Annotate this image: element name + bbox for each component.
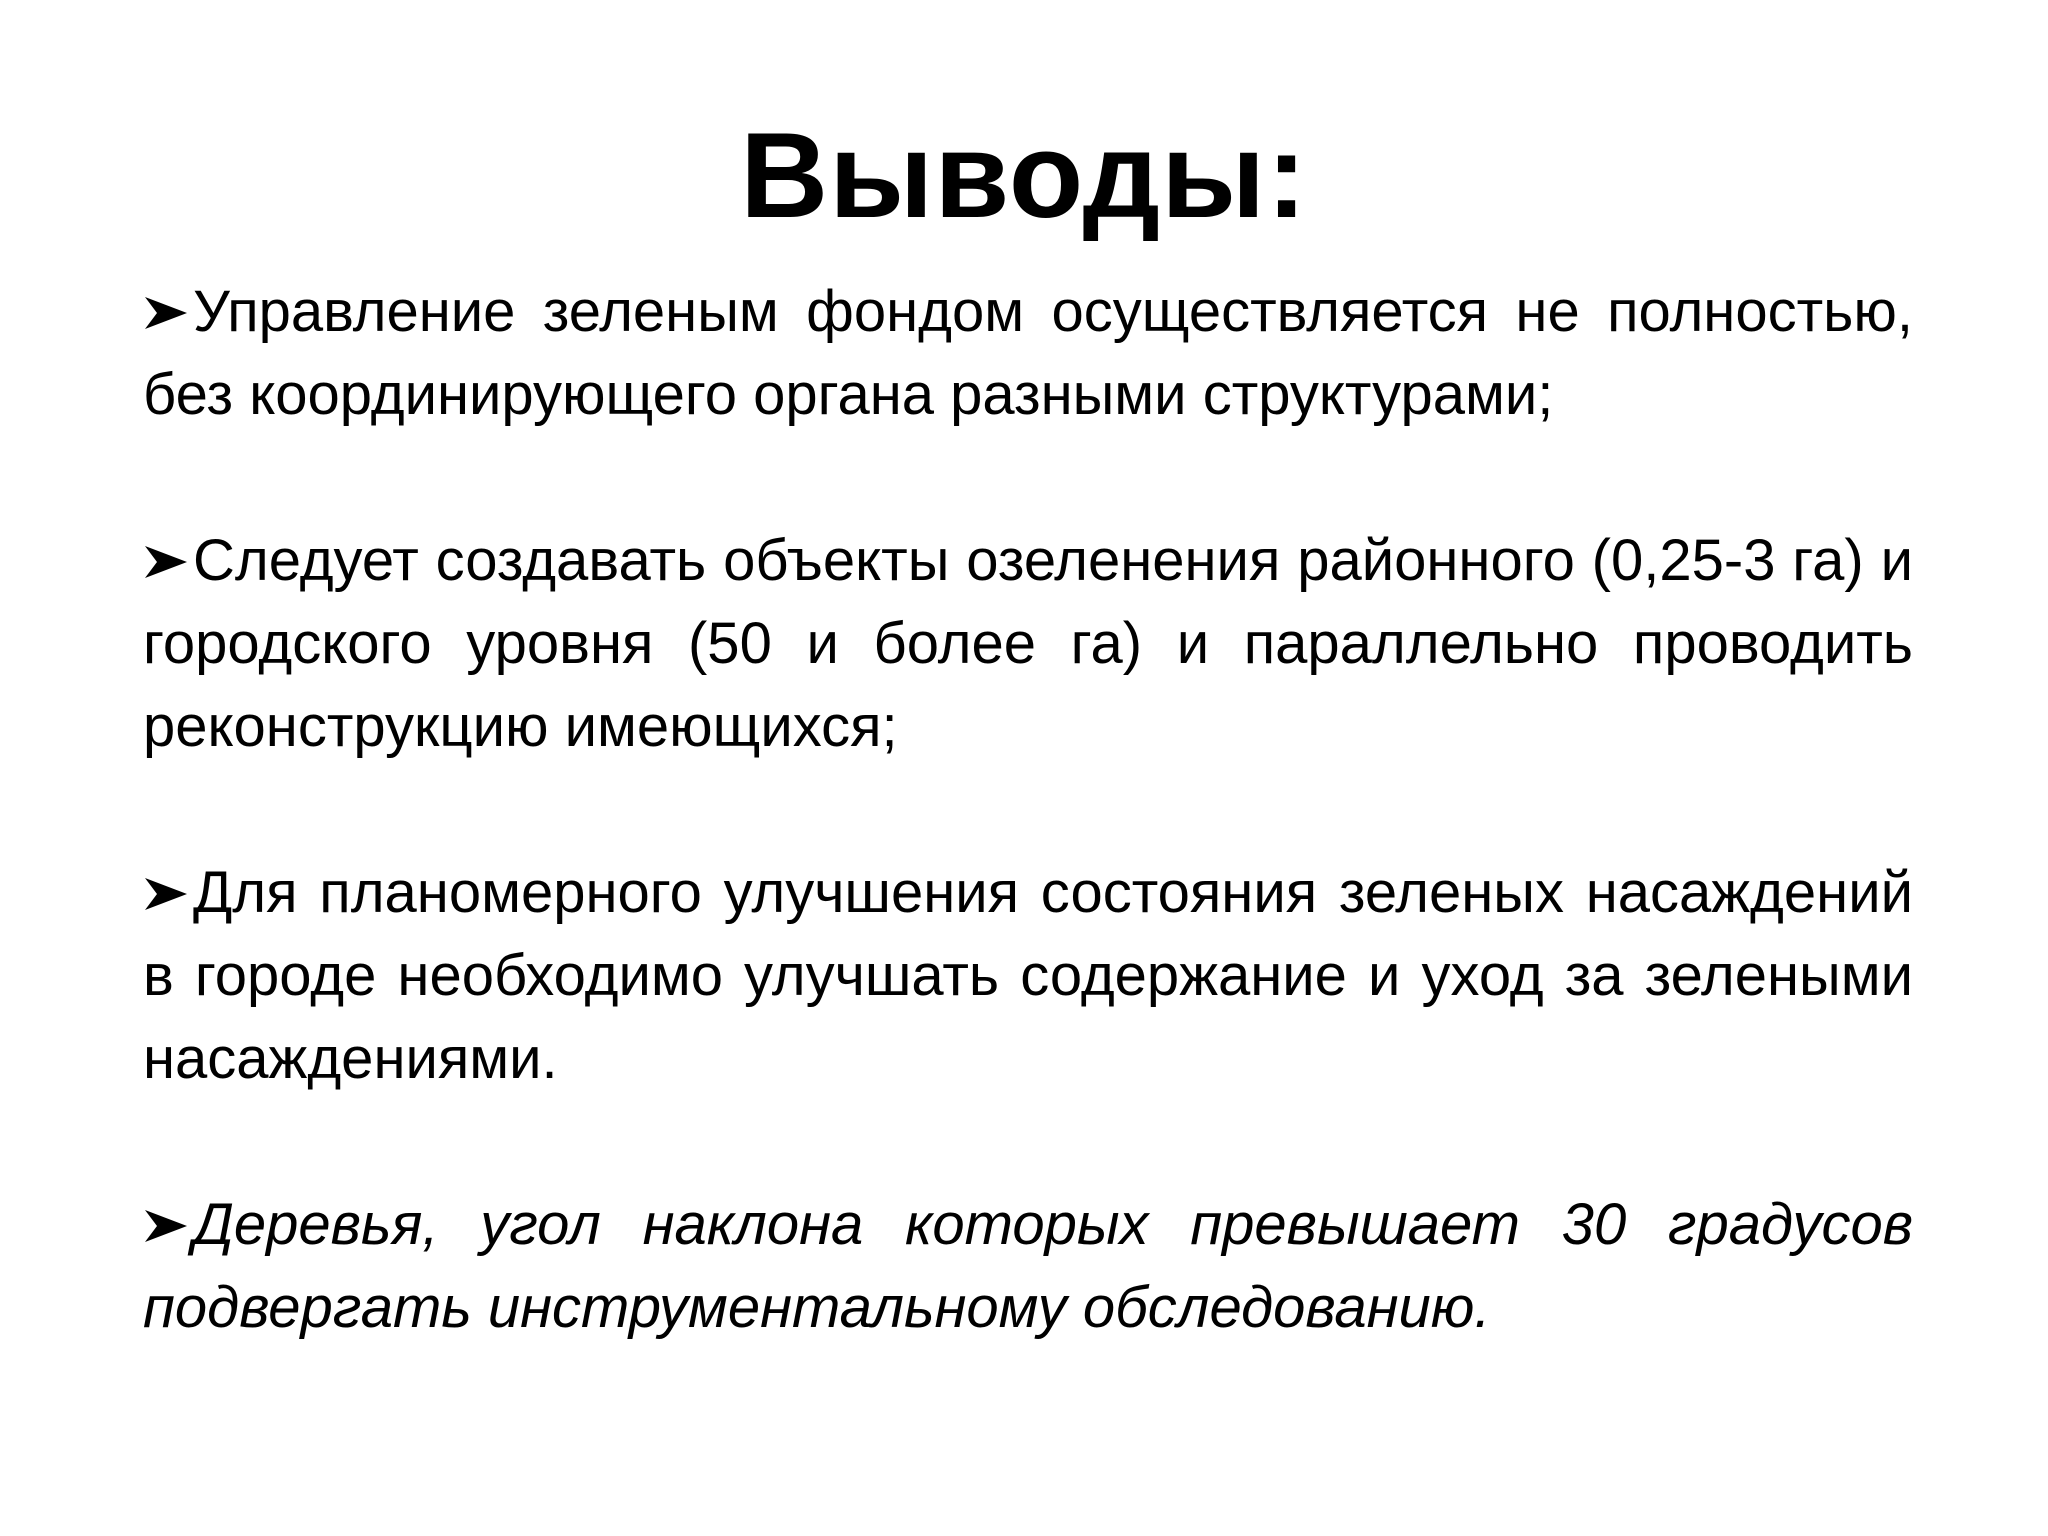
conclusion-text: Следует создавать объекты озеленения районного (0,25-3 га) и городского уровня (50 и более га) и параллельно проводить реконструкцию имеющихся; (143, 528, 1913, 759)
conclusion-text: Для планомерного улучшения состояния зеленых насаждений в городе необходимо улучшать содержание и уход за зелеными насаждениями. (143, 860, 1913, 1091)
conclusion-text: Управление зеленым фондом осуществляется не полностью, без координирующего органа разными структурами; (143, 279, 1913, 427)
slide-title: Выводы: (740, 107, 1308, 243)
conclusion-item-4 (143, 1183, 1913, 1349)
arrowhead-bullet-icon (143, 874, 189, 914)
conclusion-item-3 (143, 851, 1913, 1100)
conclusion-item-2 (143, 519, 1913, 768)
arrowhead-bullet-icon (143, 293, 189, 333)
arrowhead-bullet-icon (143, 1206, 189, 1246)
conclusions-list (143, 270, 1913, 1349)
conclusion-item-1 (143, 270, 1913, 436)
conclusion-text: Деревья, угол наклона которых превышает 30 градусов подвергать инструментальному обследованию. (143, 1192, 1913, 1340)
arrowhead-bullet-icon (143, 542, 189, 582)
